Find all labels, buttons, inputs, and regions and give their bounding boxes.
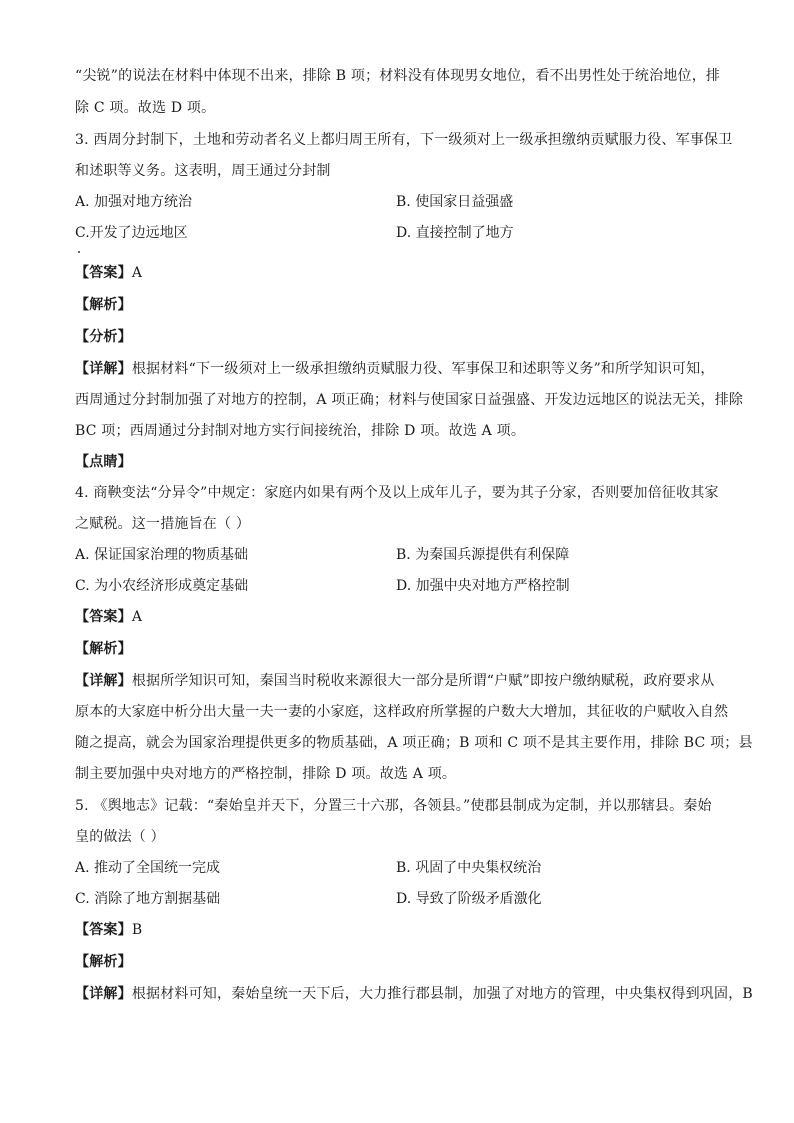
answer-tag: 【答案】 <box>75 922 132 938</box>
analysis-tag: 【解析】 <box>75 954 132 970</box>
question-3-fenxi-tag <box>75 327 132 347</box>
question-5-analysis-tag <box>75 952 132 972</box>
fenxi-tag: 【分析】 <box>75 329 132 345</box>
question-4-option-c: C. 为小农经济形成奠定基础 <box>75 578 249 594</box>
question-5-stem: 皇的做法（ ） <box>75 829 165 845</box>
question-3-stem: 3. 西周分封制下，土地和劳动者名义上都归周王所有，下一级须对上一级承担缴纳贡赋服力役、军事保卫 <box>75 132 733 148</box>
detail-text: 根据材料“下一级须对上一级承担缴纳贡赋服力役、军事保卫和述职等义务”和所学知识可知， <box>131 361 715 377</box>
question-3-detail: 西周通过分封制加强了对地方的控制，A 项正确；材料与使国家日益强盛、开发边远地区的说法无关，排除 <box>75 392 744 408</box>
question-5-option-c: C. 消除了地方割据基础 <box>75 891 221 907</box>
text-line: 除 C 项。故选 D 项。 <box>75 100 216 116</box>
answer-value: B <box>131 922 143 938</box>
question-4-detail: 原本的大家庭中析分出大量一夫一妻的小家庭，这样政府所掌握的户数大大增加，其征收的户赋收入自然 <box>75 704 729 720</box>
detail-text: 根据所学知识可知，秦国当时税收来源很大一部分是所谓“户赋”即按户缴纳赋税，政府要求从 <box>131 673 715 689</box>
question-4-option-d: D. 加强中央对地方严格控制 <box>396 578 570 594</box>
analysis-tag: 【解析】 <box>75 641 132 657</box>
answer-value: A <box>131 609 143 625</box>
question-4-option-b: B. 为秦国兵源提供有利保障 <box>396 547 570 563</box>
detail-text: 根据材料可知，秦始皇统一天下后，大力推行郡县制，加强了对地方的管理，中央集权得到巩固，B <box>131 986 753 1002</box>
detail-tag: 【详解】 <box>75 673 132 689</box>
question-5-answer <box>75 920 142 940</box>
question-3-stem: 和述职等义务。这表明，周王通过分封制 <box>75 163 331 179</box>
question-5-detail <box>75 984 753 1004</box>
question-4-stem: 4. 商鞅变法“分异令”中规定：家庭内如果有两个及以上成年儿子，要为其子分家，否则要加倍征收其家 <box>75 485 719 501</box>
stray-mark <box>78 251 80 253</box>
question-4-option-a: A. 保证国家治理的物质基础 <box>75 547 249 563</box>
question-5-option-b: B. 巩固了中央集权统治 <box>396 860 542 876</box>
analysis-tag: 【解析】 <box>75 297 132 313</box>
question-3-dianjing-tag <box>75 452 132 472</box>
question-3-option-d: D. 直接控制了地方 <box>396 225 514 241</box>
question-3-answer <box>75 263 142 283</box>
question-5-stem: 5. 《舆地志》记载：“秦始皇并天下，分置三十六那，各领县。”使郡县制成为定制，并以那辖县。秦始 <box>75 798 712 814</box>
dianjing-tag: 【点睛】 <box>75 454 132 470</box>
question-3-option-a: A. 加强对地方统治 <box>75 194 193 210</box>
question-5-option-a: A. 推动了全国统一完成 <box>75 860 221 876</box>
question-3-option-c: C.开发了边远地区 <box>75 225 188 241</box>
question-4-detail: 随之提高，就会为国家治理提供更多的物质基础，A 项正确；B 项和 C 项不是其主要作用，排除 BC 项；县 <box>75 735 753 751</box>
question-3-detail: BC 项；西周通过分封制对地方实行间接统治，排除 D 项。故选 A 项。 <box>75 423 526 439</box>
text-line: “尖锐”的说法在材料中体现不出来，排除 B 项；材料没有体现男女地位，看不出男性处于统治地位，排 <box>75 68 721 84</box>
question-3-analysis-tag <box>75 295 132 315</box>
question-4-detail <box>75 671 715 691</box>
answer-value: A <box>131 265 143 281</box>
detail-tag: 【详解】 <box>75 986 132 1002</box>
question-4-answer <box>75 607 142 627</box>
answer-tag: 【答案】 <box>75 265 132 281</box>
question-4-stem: 之赋税。这一措施旨在（ ） <box>75 516 251 532</box>
question-5-option-d: D. 导致了阶级矛盾激化 <box>396 891 542 907</box>
question-3-option-b: B. 使国家日益强盛 <box>396 194 514 210</box>
question-4-analysis-tag <box>75 639 132 659</box>
question-4-detail: 制主要加强中央对地方的严格控制，排除 D 项。故选 A 项。 <box>75 766 457 782</box>
answer-tag: 【答案】 <box>75 609 132 625</box>
detail-tag: 【详解】 <box>75 361 132 377</box>
question-3-detail <box>75 359 715 379</box>
